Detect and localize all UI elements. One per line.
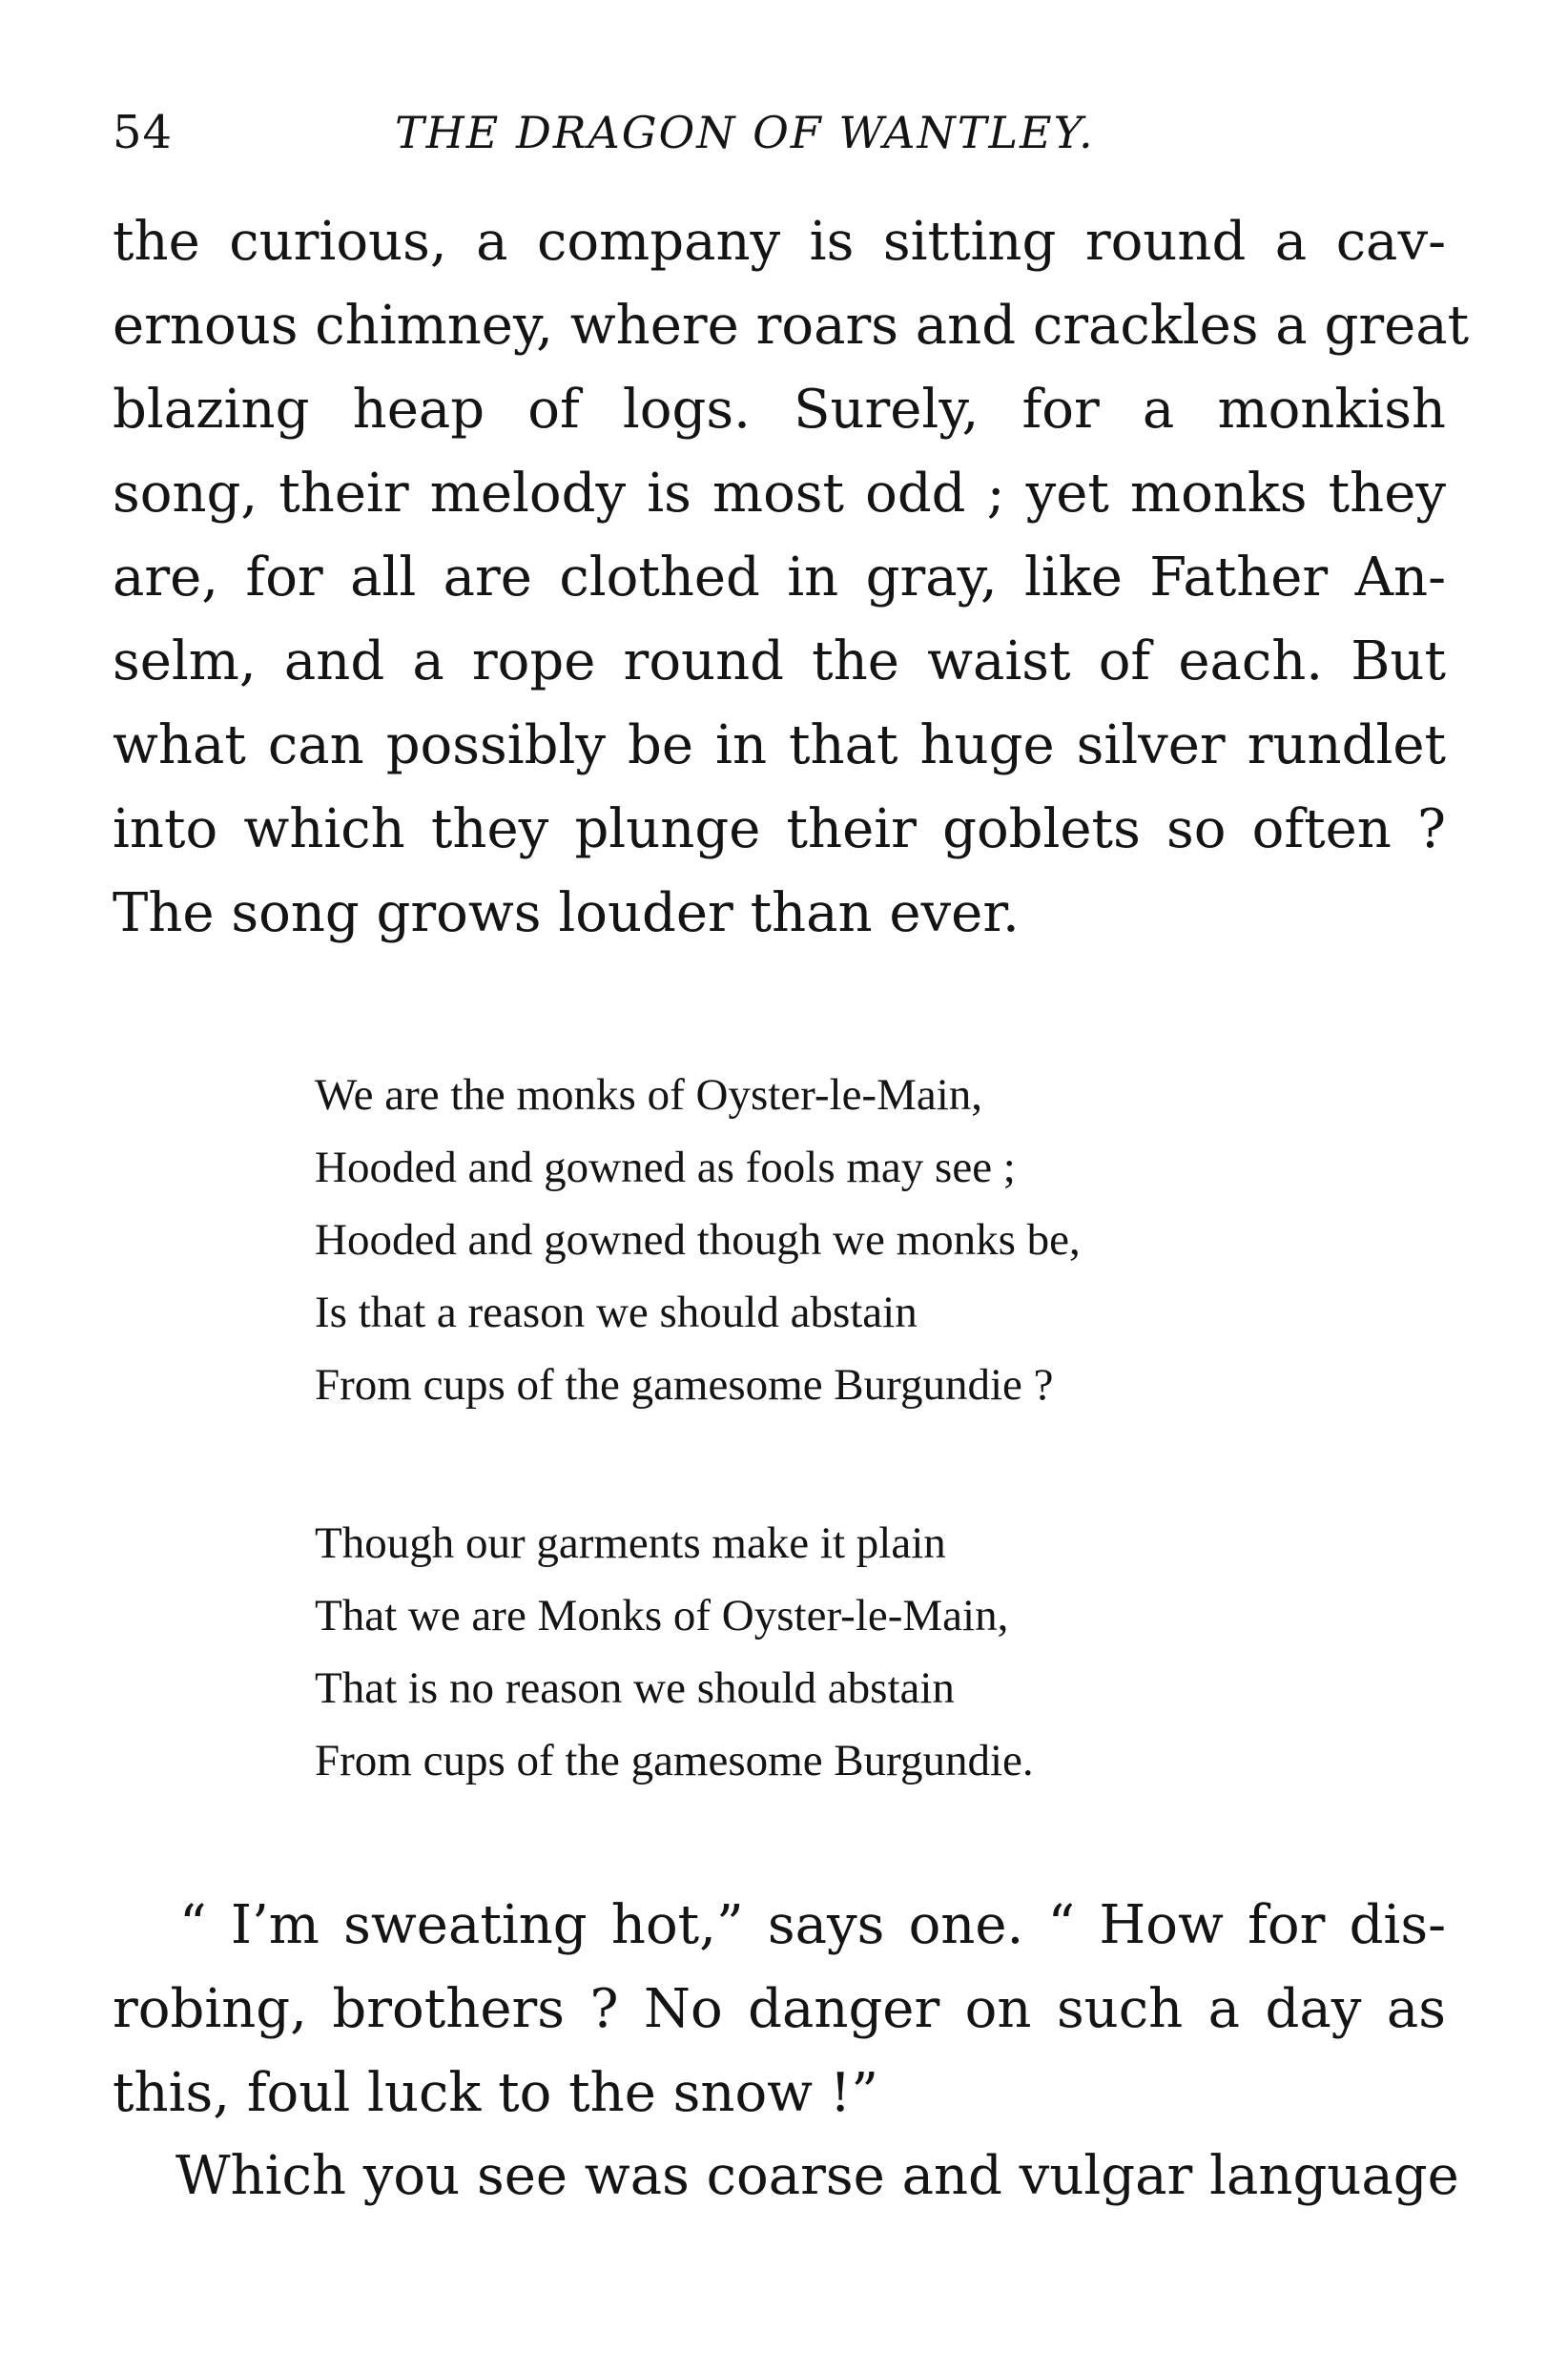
text-line: selm, and a rope round the waist of each. But <box>113 630 1446 692</box>
running-title: THE DRAGON OF WANTLEY. <box>395 107 1095 158</box>
verse-line: Hooded and gowned though we monks be, <box>315 1215 1081 1265</box>
text-line: “ I’m sweating hot,” says one. “ How for dis- <box>179 1894 1446 1956</box>
verse-line: That we are Monks of Oyster-le-Main, <box>315 1591 1009 1640</box>
paragraph-1 <box>113 200 1470 956</box>
paragraph-3 <box>113 2135 1459 2218</box>
text-line: song, their melody is most odd ; yet monks they <box>113 463 1446 525</box>
text-line: ernous chimney, where roars and crackles a great <box>113 295 1470 357</box>
verse-line: From cups of the gamesome Burgundie. <box>315 1736 1034 1785</box>
verse-line: That is no reason we should abstain <box>315 1663 955 1713</box>
text-line: this, foul luck to the snow !” <box>113 2062 879 2124</box>
text-line: blazing heap of logs. Surely, for a monkish <box>113 379 1446 441</box>
text-line: robing, brothers ? No danger on such a day as <box>113 1978 1446 2040</box>
song-stanza-2 <box>315 1507 1269 1797</box>
page-number: 54 <box>113 106 174 159</box>
text-line: what can possibly be in that huge silver rundlet <box>113 714 1446 776</box>
verse-line: We are the monks of Oyster-le-Main, <box>315 1070 983 1120</box>
text-line: The song grows louder than ever. <box>113 882 1020 944</box>
text-line: are, for all are clothed in gray, like Father An- <box>113 547 1446 609</box>
verse-line: Hooded and gowned as fools may see ; <box>315 1143 1016 1192</box>
text-line: the curious, a company is sitting round a cav- <box>113 211 1446 273</box>
verse-line: Is that a reason we should abstain <box>315 1288 918 1337</box>
paragraph-2 <box>113 1884 1446 2136</box>
text-line: into which they plunge their goblets so often ? <box>113 798 1446 860</box>
verse-line: From cups of the gamesome Burgundie ? <box>315 1360 1054 1410</box>
running-head <box>113 99 1448 166</box>
song-stanza-1 <box>315 1059 1269 1421</box>
text-line: Which you see was coarse and vulgar language <box>175 2145 1459 2207</box>
verse-line: Though our garments make it plain <box>315 1518 946 1568</box>
